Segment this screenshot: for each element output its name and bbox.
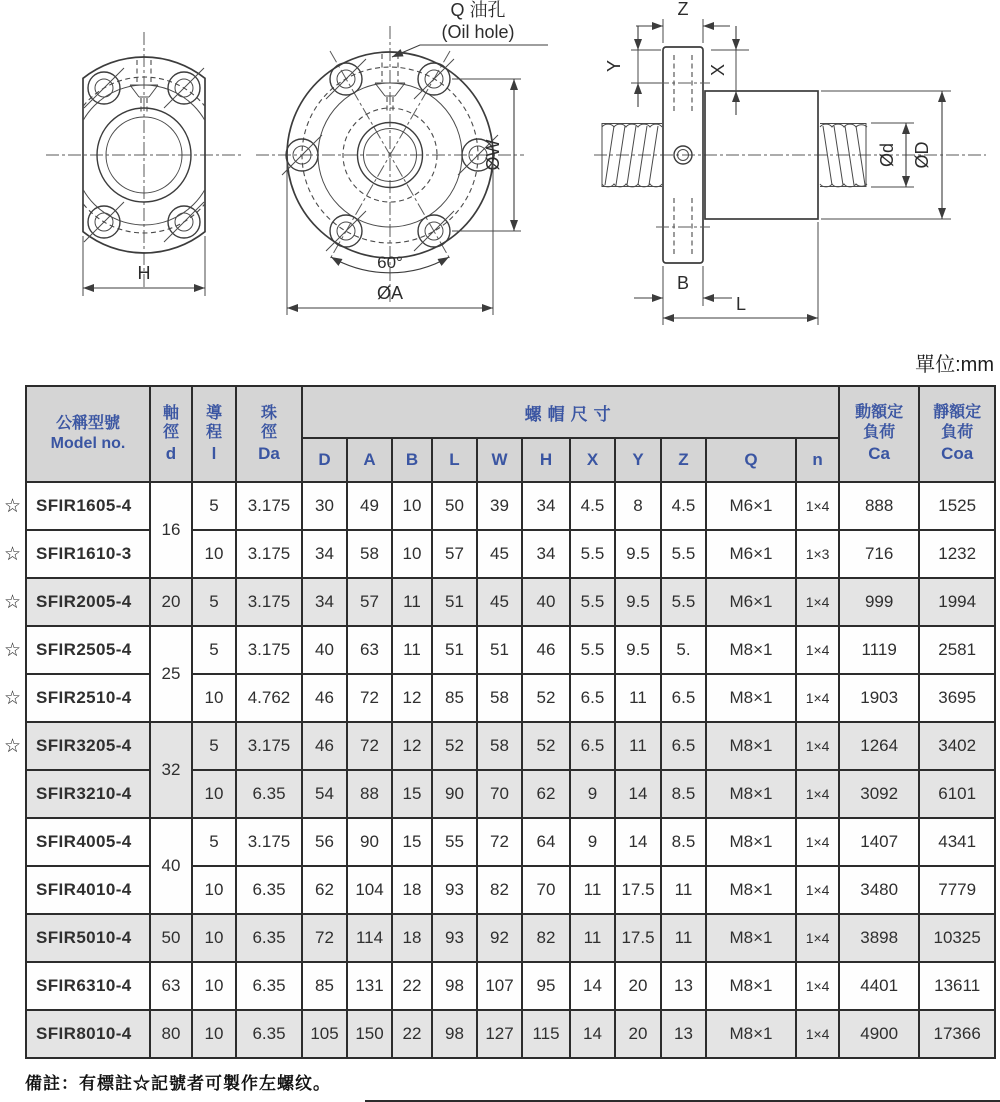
dim-cell-Y: 9.5 [615,626,661,674]
ca-cell: 3092 [839,770,919,818]
dim-cell-D: 105 [302,1010,347,1058]
q-cell: M8×1 [706,962,796,1010]
dim-cell-A: 131 [347,962,392,1010]
ca-header-zh1: 動額定 [855,404,904,422]
dim-cell-A: 88 [347,770,392,818]
col-header-X: X [570,438,615,482]
lead-cell: 10 [192,1010,236,1058]
dim-cell-B: 11 [392,626,432,674]
lead-cell: 5 [192,818,236,866]
model-cell: SFIR2005-4 [26,578,150,626]
q-cell: M6×1 [706,530,796,578]
col-header-W: W [477,438,522,482]
dim-z [636,0,730,43]
table-row [0,962,995,1010]
q-cell: M6×1 [706,578,796,626]
dim-cell-L: 52 [432,722,477,770]
dim-cell-A: 58 [347,530,392,578]
col-header-coa [919,386,995,482]
da-cell: 6.35 [236,1010,302,1058]
ca-cell: 4401 [839,962,919,1010]
col-header-model [26,386,150,482]
ca-cell: 716 [839,530,919,578]
dim-cell-H: 46 [522,626,570,674]
dim-cell-A: 150 [347,1010,392,1058]
lead-cell: 5 [192,722,236,770]
dim-cell-X: 4.5 [570,482,615,530]
dim-cell-Y: 14 [615,818,661,866]
table-row [0,578,995,626]
dim-b-label: B [676,273,690,293]
dim-cell-D: 34 [302,530,347,578]
dim-cell-A: 104 [347,866,392,914]
dim-cell-B: 10 [392,530,432,578]
dim-cell-H: 62 [522,770,570,818]
oil-hole-label-zh: Q 油孔 [450,0,506,20]
dim-cell-Z: 6.5 [661,722,706,770]
d-cell: 16 [150,482,192,578]
dim-cell-L: 50 [432,482,477,530]
lead-cell: 5 [192,626,236,674]
dim-cell-D: 54 [302,770,347,818]
dim-60deg-label: 60° [377,253,403,272]
dim-cell-D: 30 [302,482,347,530]
ca-cell: 4900 [839,1010,919,1058]
table-row [0,914,995,962]
star-empty [0,818,26,866]
coa-cell: 13611 [919,962,995,1010]
q-cell: M8×1 [706,914,796,962]
model-cell: SFIR2505-4 [26,626,150,674]
dim-cell-W: 127 [477,1010,522,1058]
coa-header-zh2: 負荷 [941,424,974,442]
q-cell: M8×1 [706,818,796,866]
table-row [0,626,995,674]
coa-cell: 4341 [919,818,995,866]
oil-hole-label-en: (Oil hole) [441,22,515,42]
q-cell: M8×1 [706,626,796,674]
dim-cell-B: 12 [392,674,432,722]
dim-cell-B: 18 [392,866,432,914]
table-row [0,482,995,530]
dim-cell-A: 63 [347,626,392,674]
star-mark: ☆ [0,722,26,770]
d-header-sym: d [165,443,177,463]
model-header-zh: 公稱型號 [55,415,120,432]
dim-cell-X: 14 [570,962,615,1010]
d-cell: 20 [150,578,192,626]
dim-60deg [331,253,449,273]
dim-oa-label: ØA [376,283,404,303]
dim-cell-X: 11 [570,866,615,914]
dim-cell-A: 72 [347,722,392,770]
coa-cell: 2581 [919,626,995,674]
dim-cell-D: 85 [302,962,347,1010]
dim-x [708,26,749,115]
ca-cell: 888 [839,482,919,530]
unit-label: 單位:mm [915,354,994,376]
dim-cell-Y: 17.5 [615,866,661,914]
lead-cell: 5 [192,482,236,530]
da-cell: 3.175 [236,722,302,770]
ca-cell: 1407 [839,818,919,866]
star-mark: ☆ [0,482,26,530]
n-cell: 1×4 [796,722,839,770]
dim-cell-W: 82 [477,866,522,914]
col-header-d [150,386,192,482]
dim-cell-W: 72 [477,818,522,866]
d-cell: 25 [150,626,192,722]
table-row [0,530,995,578]
col-header-n: n [796,438,839,482]
dim-cell-B: 15 [392,770,432,818]
lead-cell: 10 [192,866,236,914]
flange-nut-front-view [46,32,242,296]
model-cell: SFIR1610-3 [26,530,150,578]
model-cell: SFIR5010-4 [26,914,150,962]
dim-y-label: Y [604,59,624,73]
dim-cell-X: 5.5 [570,530,615,578]
star-empty [0,866,26,914]
dim-cell-X: 11 [570,914,615,962]
lead-header-sym: l [211,443,217,463]
col-header-ca [839,386,919,482]
d-cell: 40 [150,818,192,914]
coa-cell: 3695 [919,674,995,722]
dim-cell-W: 45 [477,530,522,578]
dim-cell-A: 90 [347,818,392,866]
n-cell: 1×4 [796,1010,839,1058]
dim-x-label: X [708,63,728,77]
dim-cell-H: 64 [522,818,570,866]
dim-cell-Z: 5.5 [661,578,706,626]
lead-cell: 10 [192,914,236,962]
dim-cell-D: 62 [302,866,347,914]
dim-cell-Z: 11 [661,866,706,914]
dim-cell-W: 92 [477,914,522,962]
dim-cell-B: 15 [392,818,432,866]
technical-drawings [0,0,1000,385]
star-mark: ☆ [0,674,26,722]
flange-nut-face-view [256,0,548,315]
dim-cell-Y: 9.5 [615,530,661,578]
dim-cell-Y: 11 [615,722,661,770]
q-cell: M8×1 [706,866,796,914]
dim-od-small-label: Ød [877,142,897,168]
dim-cell-Z: 11 [661,914,706,962]
spec-table-head [0,386,995,482]
da-cell: 3.175 [236,818,302,866]
dim-ow-label: ØW [483,139,503,171]
da-cell: 3.175 [236,482,302,530]
dim-od-large-label: ØD [912,141,932,169]
dim-cell-Z: 8.5 [661,818,706,866]
table-row [0,770,995,818]
dim-cell-B: 11 [392,578,432,626]
da-cell: 3.175 [236,626,302,674]
dim-cell-H: 34 [522,530,570,578]
da-header-zh: 珠徑 [260,404,277,442]
coa-cell: 1525 [919,482,995,530]
star-column-header [0,386,26,482]
dim-cell-Y: 8 [615,482,661,530]
lead-cell: 10 [192,962,236,1010]
dim-y [604,26,661,107]
lead-cell: 5 [192,578,236,626]
coa-header-zh1: 靜額定 [933,404,982,422]
col-header-H: H [522,438,570,482]
col-header-lead [192,386,236,482]
da-cell: 3.175 [236,530,302,578]
n-cell: 1×4 [796,578,839,626]
n-cell: 1×4 [796,770,839,818]
dim-cell-Y: 20 [615,1010,661,1058]
lead-header-zh: 導程 [205,404,222,442]
dim-cell-Y: 9.5 [615,578,661,626]
table-row [0,818,995,866]
dim-cell-X: 9 [570,818,615,866]
spec-table-section [0,385,1000,1059]
dim-cell-B: 12 [392,722,432,770]
coa-cell: 3402 [919,722,995,770]
header-row-groups [0,386,995,438]
ca-header-sym: Ca [868,444,891,464]
star-mark: ☆ [0,578,26,626]
spec-table-body [0,482,995,1058]
n-cell: 1×4 [796,914,839,962]
dim-z-label: Z [677,0,689,19]
dim-cell-D: 34 [302,578,347,626]
dim-cell-H: 70 [522,866,570,914]
da-cell: 4.762 [236,674,302,722]
dim-cell-L: 90 [432,770,477,818]
lead-cell: 10 [192,674,236,722]
dim-cell-B: 10 [392,482,432,530]
d-header-zh: 軸徑 [162,404,179,442]
col-header-A: A [347,438,392,482]
coa-header-sym: Coa [941,444,974,464]
da-header-sym: Da [258,443,280,463]
dim-cell-A: 57 [347,578,392,626]
q-cell: M8×1 [706,770,796,818]
dim-cell-Y: 17.5 [615,914,661,962]
dim-cell-Z: 5.5 [661,530,706,578]
dim-cell-A: 49 [347,482,392,530]
nut-side-section-view [594,0,986,325]
dim-cell-L: 85 [432,674,477,722]
coa-cell: 1232 [919,530,995,578]
dim-cell-D: 46 [302,722,347,770]
table-row [0,722,995,770]
star-empty [0,1010,26,1058]
dim-cell-Y: 20 [615,962,661,1010]
coa-cell: 6101 [919,770,995,818]
q-cell: M6×1 [706,482,796,530]
model-cell: SFIR4010-4 [26,866,150,914]
star-empty [0,770,26,818]
col-header-L: L [432,438,477,482]
dim-cell-X: 6.5 [570,674,615,722]
star-mark: ☆ [0,626,26,674]
da-cell: 3.175 [236,578,302,626]
col-header-nut-dims: 螺帽尺寸 [302,386,839,438]
dim-cell-B: 22 [392,962,432,1010]
coa-cell: 1994 [919,578,995,626]
dim-cell-H: 82 [522,914,570,962]
spec-table [0,385,996,1059]
dim-cell-L: 57 [432,530,477,578]
dim-cell-X: 6.5 [570,722,615,770]
model-cell: SFIR8010-4 [26,1010,150,1058]
dim-cell-W: 58 [477,674,522,722]
dim-cell-D: 46 [302,674,347,722]
star-mark: ☆ [0,530,26,578]
da-cell: 6.35 [236,770,302,818]
model-cell: SFIR3210-4 [26,770,150,818]
da-cell: 6.35 [236,866,302,914]
table-row [0,1010,995,1058]
dim-cell-Y: 14 [615,770,661,818]
dim-cell-Z: 4.5 [661,482,706,530]
ca-cell: 999 [839,578,919,626]
dim-cell-Z: 8.5 [661,770,706,818]
ca-header-zh2: 負荷 [863,424,896,442]
n-cell: 1×4 [796,866,839,914]
col-header-D: D [302,438,347,482]
dim-cell-Z: 6.5 [661,674,706,722]
dim-h-label: H [137,263,151,283]
dim-cell-L: 55 [432,818,477,866]
lead-cell: 10 [192,770,236,818]
ca-cell: 3480 [839,866,919,914]
col-header-Y: Y [615,438,661,482]
dim-b [634,266,732,306]
dim-cell-L: 93 [432,866,477,914]
dim-cell-H: 52 [522,674,570,722]
dim-cell-L: 93 [432,914,477,962]
dim-cell-H: 52 [522,722,570,770]
model-cell: SFIR1605-4 [26,482,150,530]
dim-cell-B: 18 [392,914,432,962]
n-cell: 1×4 [796,962,839,1010]
q-cell: M8×1 [706,722,796,770]
coa-cell: 10325 [919,914,995,962]
lead-cell: 10 [192,530,236,578]
dim-cell-L: 98 [432,962,477,1010]
ca-cell: 1903 [839,674,919,722]
dim-cell-X: 5.5 [570,578,615,626]
dim-cell-H: 115 [522,1010,570,1058]
dim-cell-B: 22 [392,1010,432,1058]
d-cell: 80 [150,1010,192,1058]
n-cell: 1×3 [796,530,839,578]
dim-cell-Z: 5. [661,626,706,674]
col-header-Z: Z [661,438,706,482]
model-cell: SFIR2510-4 [26,674,150,722]
table-row [0,674,995,722]
dim-cell-A: 114 [347,914,392,962]
dim-cell-Y: 11 [615,674,661,722]
d-cell: 50 [150,914,192,962]
dim-cell-W: 51 [477,626,522,674]
star-empty [0,962,26,1010]
dim-cell-X: 5.5 [570,626,615,674]
dim-cell-H: 95 [522,962,570,1010]
star-empty [0,914,26,962]
dim-cell-W: 107 [477,962,522,1010]
table-row [0,866,995,914]
dim-cell-W: 39 [477,482,522,530]
dim-cell-W: 70 [477,770,522,818]
footnote: 備註：有標註☆記號者可製作左螺纹。 [25,1074,331,1093]
dim-cell-H: 40 [522,578,570,626]
model-cell: SFIR6310-4 [26,962,150,1010]
dim-cell-X: 14 [570,1010,615,1058]
q-cell: M8×1 [706,1010,796,1058]
model-header-en: Model no. [50,435,126,452]
oil-hole-callout [392,0,548,57]
q-cell: M8×1 [706,674,796,722]
model-cell: SFIR3205-4 [26,722,150,770]
n-cell: 1×4 [796,818,839,866]
drawings-svg [0,0,1000,345]
ca-cell: 1264 [839,722,919,770]
ca-cell: 1119 [839,626,919,674]
dim-cell-W: 58 [477,722,522,770]
d-cell: 32 [150,722,192,818]
model-cell: SFIR4005-4 [26,818,150,866]
n-cell: 1×4 [796,674,839,722]
col-header-da [236,386,302,482]
coa-cell: 7779 [919,866,995,914]
dim-cell-W: 45 [477,578,522,626]
dim-cell-D: 56 [302,818,347,866]
ca-cell: 3898 [839,914,919,962]
n-cell: 1×4 [796,482,839,530]
dim-l-label: L [735,294,747,314]
dim-cell-A: 72 [347,674,392,722]
da-cell: 6.35 [236,914,302,962]
da-cell: 6.35 [236,962,302,1010]
coa-cell: 17366 [919,1010,995,1058]
dim-cell-X: 9 [570,770,615,818]
dim-cell-D: 40 [302,626,347,674]
dim-cell-Z: 13 [661,962,706,1010]
col-header-Q: Q [706,438,796,482]
n-cell: 1×4 [796,626,839,674]
dim-cell-L: 98 [432,1010,477,1058]
dim-cell-H: 34 [522,482,570,530]
dim-cell-L: 51 [432,578,477,626]
dim-cell-D: 72 [302,914,347,962]
d-cell: 63 [150,962,192,1010]
dim-cell-Z: 13 [661,1010,706,1058]
dim-cell-L: 51 [432,626,477,674]
col-header-B: B [392,438,432,482]
